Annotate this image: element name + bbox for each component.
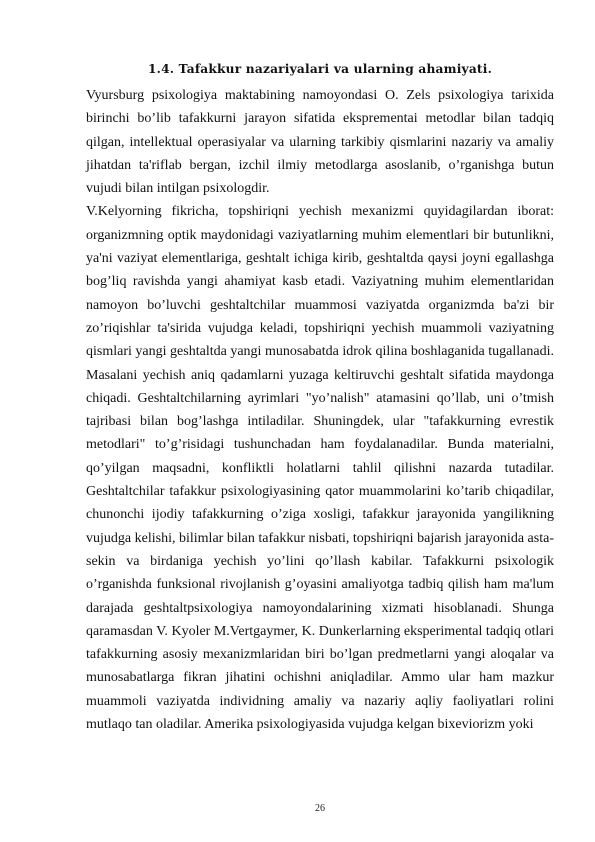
body-text — [86, 84, 554, 736]
section-heading: 1.4. Tafakkur nazariyalari va ularning ahamiyati. — [147, 62, 493, 76]
page-number: 26 — [315, 803, 325, 814]
paragraph: Vyursburg psixologiya maktabining namoyondasi O. Zels psixologiya tarixida birinchi bo’lib tafakkurni jarayon sifatida eksprementai metodlar bilan tadqiq qilgan, intellektual operasiyalar va ularning tarkibiy qismlarini nazariy va amaliy jihatdan ta'riflab bergan, izchil ilmiy metodlarga asoslanib, o’rganishga butun vujudi bilan intilgan psixologdir. — [86, 88, 554, 197]
paragraph: V.Kelyorning fikricha, topshiriqni yechish mexanizmi quyidagilardan iborat: organizmning optik maydonidagi vaziyatlarning muhim elementlari bir butunlikni, ya'ni vaziyat elementlariga, geshtalt ichiga kirib, geshtaltda qaysi joyni egallashga bog’liq ravishda yangi ahamiyat kasb etadi. Vaziyatning muhim elementlaridan namoyon bo’luvchi geshtaltchilar muammosi vaziyatda organizmda ba'zi bir zo’riqishlar ta'sirida vujudga keladi, topshiriqni yechish muammoli vaziyatning qismlari yangi geshtaltda yangi munosabatda idrok qilina boshlaganida tugallanadi. Masalani yechish aniq qadamlarni yuzaga keltiruvchi geshtalt sifatida maydonga chiqadi. Geshtaltchilarning ayrimlari "yo’nalish" atamasini qo’llab, uni o’tmish tajribasi bilan bog’lashga intiladilar. Shuningdek, ular "tafakkurning evrestik metodlari" to’g’risidagi tushunchadan ham foydalanadilar. Bunda materialni, qo’yilgan maqsadni, konfliktli holatlarni tahlil qilishni nazarda tutadilar. Geshtaltchilar tafakkur psixologiyasining qator muammolarini ko’tarib chiqadilar, chunonchi ijodiy tafakkurning o’ziga xosligi, tafakkur jarayonida yangilikning vujudga kelishi, bilimlar bilan tafakkur nisbati, topshiriqni bajarish jarayonida asta-sekin va birdaniga yechish yo’lini qo’llash kabilar. Tafakkurni psixologik o’rganishda funksional rivojlanish g’oyasini amaliyotga tadbiq qilish ham ma'lum darajada geshtaltpsixologiya namoyondalarining xizmati hisoblanadi. Shunga qaramasdan V. Kyoler M.Vertgaymer, K. Dunkerlarning eksperimental tadqiq otlari tafakkurning asosiy mexanizmlaridan biri bo’lgan predmetlarni yangi aloqalar va munosabatlarga fikran jihatini ochishni aniqladilar. Ammo ular ham mazkur muammoli vaziyatda individning amaliy va nazariy aqliy faoliyatlari rolini mutlaqo tan oladilar. Amerika psixologiyasida vujudga kelgan bixeviorizm yoki — [86, 204, 554, 733]
